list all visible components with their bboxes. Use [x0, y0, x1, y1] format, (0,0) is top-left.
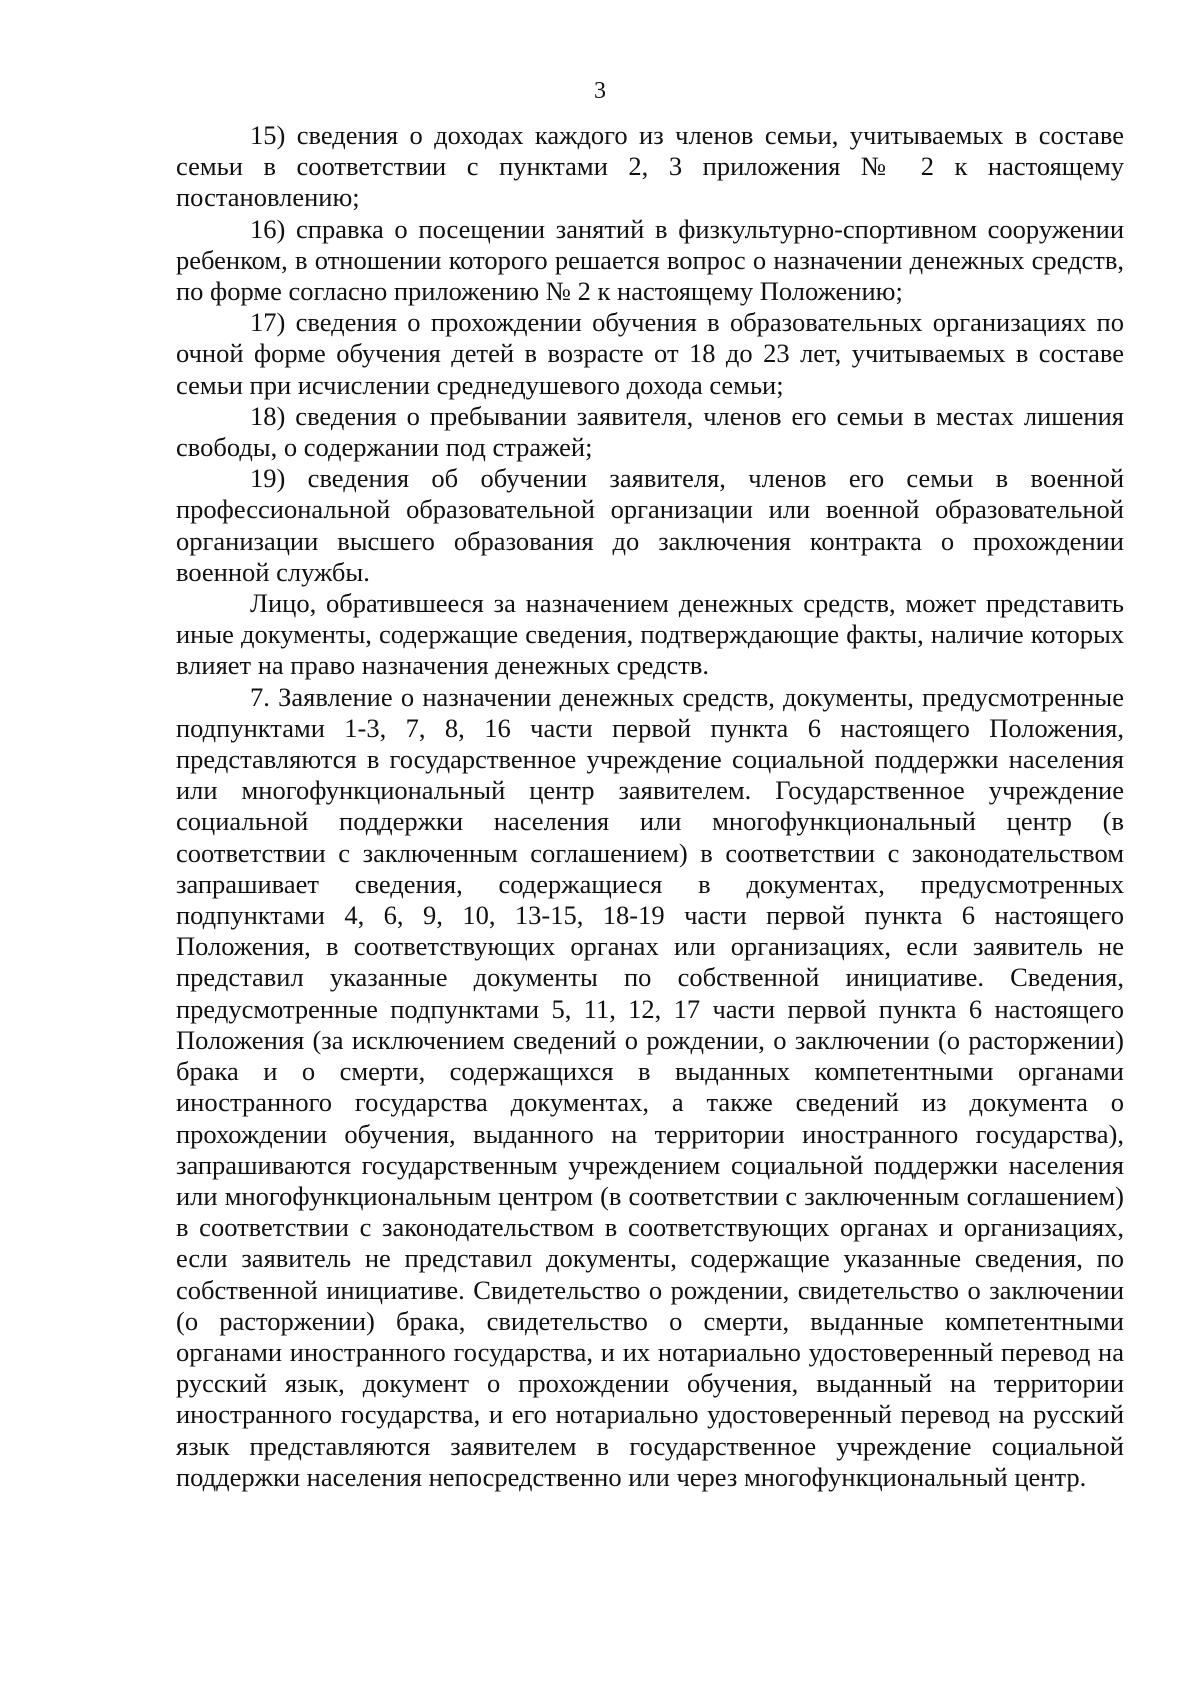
- page-number: 3: [594, 78, 606, 104]
- paragraph-subitem-17: 17) сведения о прохождении обучения в образовательных организациях по очной форме обучения детей в возрасте от 18 до 23 лет, учитываемых в составе семьи при исчислении среднедушевого дохода семьи;: [176, 307, 1124, 400]
- paragraph-subitem-19: 19) сведения об обучении заявителя, членов его семьи в военной профессиональной образовательной организации или военной образовательной организации высшего образования до заключения контракта о прохождении военной службы.: [176, 463, 1124, 587]
- paragraph-subitem-15: 15) сведения о доходах каждого из членов семьи, учитываемых в составе семьи в соответствии с пунктами 2, 3 приложения № 2 к настоящему постановлению;: [176, 120, 1124, 213]
- document-body: [176, 120, 1124, 1493]
- paragraph-subitem-16: 16) справка о посещении занятий в физкультурно-спортивном сооружении ребенком, в отношении которого решается вопрос о назначении денежных средств, по форме согласно приложению № 2 к настоящему Положению;: [176, 213, 1124, 307]
- paragraph-subitem-18: 18) сведения о пребывании заявителя, членов его семьи в местах лишения свободы, о содержании под стражей;: [176, 400, 1124, 463]
- paragraph-section-7: 7. Заявление о назначении денежных средств, документы, предусмотренные подпунктами 1-3, 7, 8, 16 части первой пункта 6 настоящего Положения, представляются в государственное учреждение социальной поддержки населения или многофункциональный центр заявителем. Государственное учреждение социальной поддержки населения или многофункциональный центр (в соответствии с заключенным соглашением) в соответствии с законодательством запрашивает сведения, содержащиеся в документах, предусмотренных подпунктами 4, 6, 9, 10, 13-15, 18-19 части первой пункта 6 настоящего Положения, в соответствующих органах или организациях, если заявитель не представил указанные документы по собственной инициативе. Сведения, предусмотренные подпунктами 5, 11, 12, 17 части первой пункта 6 настоящего Положения (за исключением сведений о рождении, о заключении (о расторжении) брака и о смерти, содержащихся в выданных компетентными органами иностранного государства документах, а также сведений из документа о прохождении обучения, выданного на территории иностранного государства), запрашиваются государственным учреждением социальной поддержки населения или многофункциональным центром (в соответствии с заключенным соглашением) в соответствии с законодательством в соответствующих органах и организациях, если заявитель не представил документы, содержащие указанные сведения, по собственной инициативе. Свидетельство о рождении, свидетельство о заключении (о расторжении) брака, свидетельство о смерти, выданные компетентными органами иностранного государства, и их нотариально удостоверенный перевод на русский язык, документ о прохождении обучения, выданный на территории иностранного государства, и его нотариально удостоверенный перевод на русский язык представляются заявителем в государственное учреждение социальной поддержки населения непосредственно или через многофункциональный центр.: [176, 681, 1124, 1492]
- paragraph-additional-documents: Лицо, обратившееся за назначением денежных средств, может представить иные документы, содержащие сведения, подтверждающие факты, наличие которых влияет на право назначения денежных средств.: [176, 588, 1124, 681]
